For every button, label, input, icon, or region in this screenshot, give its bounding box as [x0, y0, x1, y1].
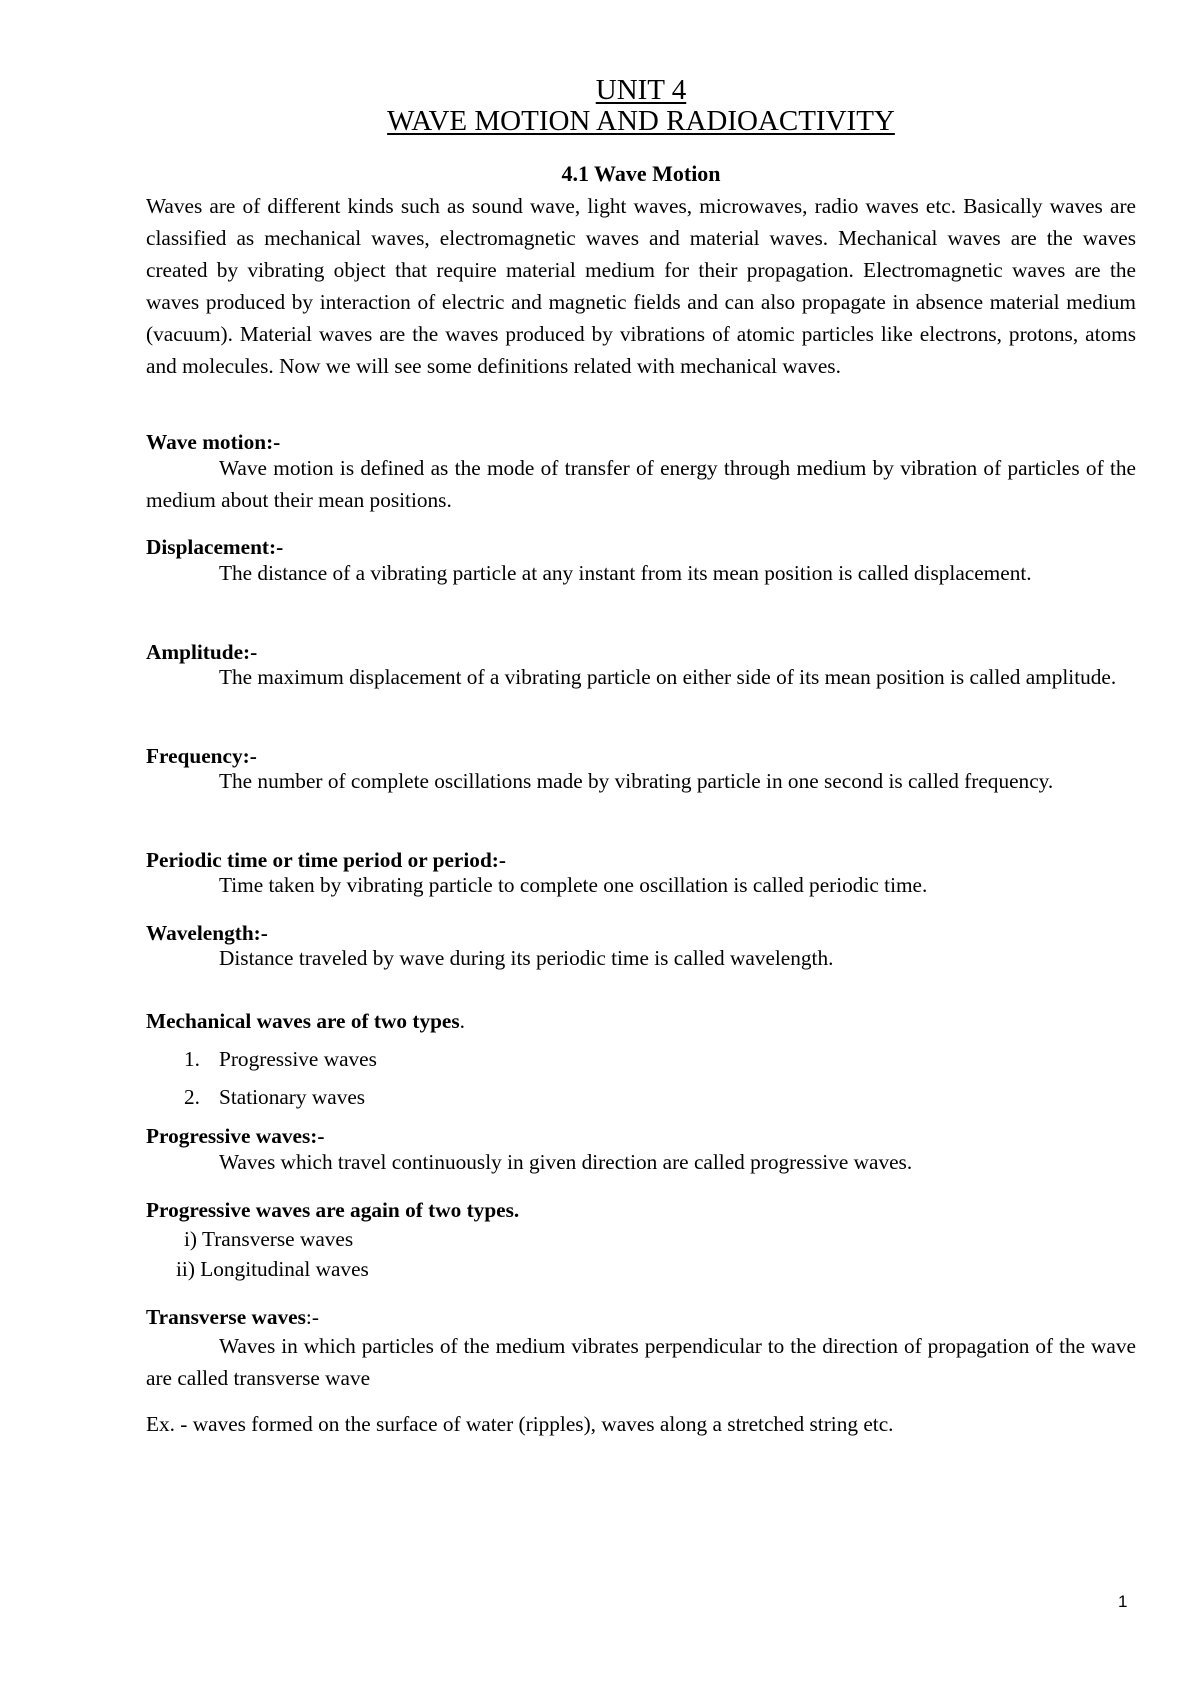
list-item-number: 1.: [184, 1047, 200, 1071]
mechanical-types-heading: [146, 1005, 465, 1037]
unit-number: UNIT 4: [595, 74, 687, 106]
list-item: i) Transverse waves: [184, 1227, 354, 1251]
list-item: Progressive waves: [219, 1047, 377, 1071]
page-number: 1: [1118, 1592, 1128, 1611]
list-item-number: 2.: [184, 1085, 200, 1109]
mechanical-types-heading-text: Mechanical waves are of two types: [146, 1009, 460, 1033]
example-text: Ex. - waves formed on the surface of water (ripples), waves along a stretched string etc.: [146, 1412, 894, 1436]
progressive-waves-term: Progressive waves:-: [146, 1124, 325, 1148]
transverse-waves-term-text: Transverse waves: [146, 1305, 306, 1329]
definition-text-wave-motion: Wave motion is defined as the mode of transfer of energy through medium by vibration of particles of the medium about their mean positions.: [146, 456, 1136, 512]
definition-text-frequency: The number of complete oscillations made by vibrating particle in one second is called frequency.: [219, 769, 1054, 793]
definition-term-displacement: Displacement:-: [146, 535, 284, 559]
definition-text-amplitude: The maximum displacement of a vibrating particle on either side of its mean position is called amplitude.: [219, 665, 1117, 689]
definition-term-wave-motion: Wave motion:-: [146, 430, 281, 454]
transverse-waves-text: Waves in which particles of the medium vibrates perpendicular to the direction of propagation of the wave are called transverse wave: [146, 1334, 1136, 1390]
list-item: ii) Longitudinal waves: [176, 1257, 369, 1281]
definition-term-periodic-time: Periodic time or time period or period:-: [146, 848, 506, 872]
list-item: Stationary waves: [219, 1085, 366, 1109]
definition-term-amplitude: Amplitude:-: [146, 640, 258, 664]
intro-paragraph: Waves are of different kinds such as sound wave, light waves, microwaves, radio waves etc. Basically waves are classified as mechanical waves, electromagnetic waves and material waves. Mechanical waves are the waves created by vibrating object that require material medium for their propagation. Electromagnetic waves are the waves produced by interaction of electric and magnetic fields and can also propagate in absence material medium (vacuum). Material waves are the waves produced by vibrations of atomic particles like electrons, protons, atoms and molecules. Now we will see some definitions related with mechanical waves.: [146, 194, 1136, 378]
mechanical-types-heading-period: .: [459, 1009, 465, 1033]
transverse-waves-term: [146, 1301, 319, 1333]
definition-term-wavelength: Wavelength:-: [146, 921, 268, 945]
definition-text-periodic-time: Time taken by vibrating particle to complete one oscillation is called periodic time.: [219, 873, 928, 897]
page-title: WAVE MOTION AND RADIOACTIVITY: [387, 105, 895, 137]
progressive-waves-text: Waves which travel continuously in given direction are called progressive waves.: [219, 1150, 913, 1174]
definition-text-wavelength: Distance traveled by wave during its periodic time is called wavelength.: [219, 946, 834, 970]
definition-text-displacement: The distance of a vibrating particle at any instant from its mean position is called displacement.: [219, 561, 1032, 585]
definition-term-frequency: Frequency:-: [146, 744, 257, 768]
transverse-waves-term-suffix: :-: [305, 1305, 319, 1329]
progressive-types-heading: Progressive waves are again of two types.: [146, 1198, 520, 1222]
section-heading: 4.1 Wave Motion: [561, 161, 721, 186]
